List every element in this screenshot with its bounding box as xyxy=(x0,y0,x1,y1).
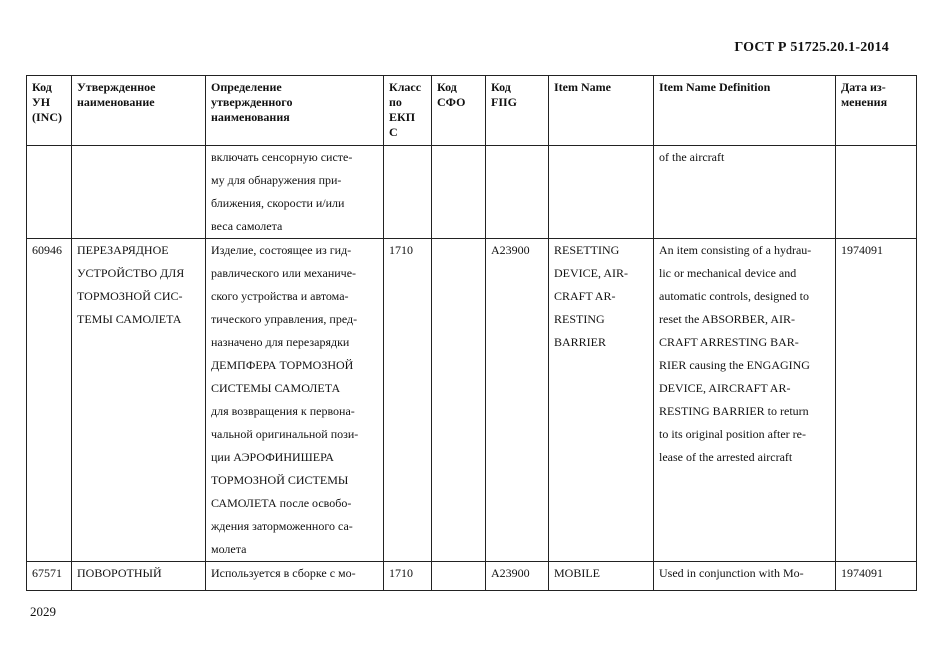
cell-item-name: MOBILE xyxy=(549,562,654,591)
cell-definition: Изделие, состоящее из гид- равлического или механиче- ского устройства и автома- тического управления, пред- назначено для перезарядки ДЕМПФЕРА ТОРМОЗНОЙ СИСТЕМЫ САМОЛЕТА для возвращения к первона- чальной оригинальной пози- ции АЭРОФИНИШЕРА ТОРМОЗНОЙ СИСТЕМЫ САМОЛЕТА после освобо- ждения заторможенного са- молета xyxy=(206,239,384,562)
cell-fiig: A23900 xyxy=(486,562,549,591)
cell-sfo xyxy=(432,239,486,562)
document-code: ГОСТ Р 51725.20.1-2014 xyxy=(734,40,889,55)
cell-class xyxy=(384,146,432,239)
cell-fiig: A23900 xyxy=(486,239,549,562)
cell-definition: включать сенсорную систе- му для обнаружения при- ближения, скорости и/или веса самолета xyxy=(206,146,384,239)
cell-item-name xyxy=(549,146,654,239)
column-header-approved-name: Утвержденное наименование xyxy=(72,76,206,146)
cell-approved-name: ПОВОРОТНЫЙ xyxy=(72,562,206,591)
cell-inc xyxy=(27,146,72,239)
table-row xyxy=(27,562,917,591)
cell-inc: 60946 xyxy=(27,239,72,562)
cell-sfo xyxy=(432,146,486,239)
cell-item-name-definition: Used in conjunction with Mo- xyxy=(654,562,836,591)
column-header-fiig: Код FIIG xyxy=(486,76,549,146)
column-header-item-name-definition: Item Name Definition xyxy=(654,76,836,146)
cell-class: 1710 xyxy=(384,239,432,562)
column-header-inc: Код УН (INC) xyxy=(27,76,72,146)
cell-definition: Используется в сборке с мо- xyxy=(206,562,384,591)
page-number: 2029 xyxy=(30,604,56,619)
table-header-row xyxy=(27,76,917,146)
column-header-sfo: Код СФО xyxy=(432,76,486,146)
cell-item-name-definition: of the aircraft xyxy=(654,146,836,239)
cell-item-name: RESETTING DEVICE, AIR- CRAFT AR- RESTING BARRIER xyxy=(549,239,654,562)
cell-sfo xyxy=(432,562,486,591)
column-header-definition: Определение утвержденного наименования xyxy=(206,76,384,146)
column-header-class: Класс по ЕКП С xyxy=(384,76,432,146)
column-header-change-date: Дата из- менения xyxy=(836,76,917,146)
cell-change-date: 1974091 xyxy=(836,562,917,591)
cell-change-date: 1974091 xyxy=(836,239,917,562)
cell-inc: 67571 xyxy=(27,562,72,591)
cell-fiig xyxy=(486,146,549,239)
cell-item-name-definition: An item consisting of a hydrau- lic or mechanical device and automatic controls, designed to reset the ABSORBER, AIR- CRAFT ARRESTING BAR- RIER causing the ENGAGING DEVICE, AIRCRAFT AR- RESTING BARRIER to return to its original position after re- lease of the arrested aircraft xyxy=(654,239,836,562)
specification-table xyxy=(26,75,917,591)
table-row xyxy=(27,146,917,239)
cell-approved-name: ПЕРЕЗАРЯДНОЕ УСТРОЙСТВО ДЛЯ ТОРМОЗНОЙ СИС- ТЕМЫ САМОЛЕТА xyxy=(72,239,206,562)
cell-approved-name xyxy=(72,146,206,239)
table-row xyxy=(27,239,917,562)
cell-change-date xyxy=(836,146,917,239)
column-header-item-name: Item Name xyxy=(549,76,654,146)
cell-class: 1710 xyxy=(384,562,432,591)
